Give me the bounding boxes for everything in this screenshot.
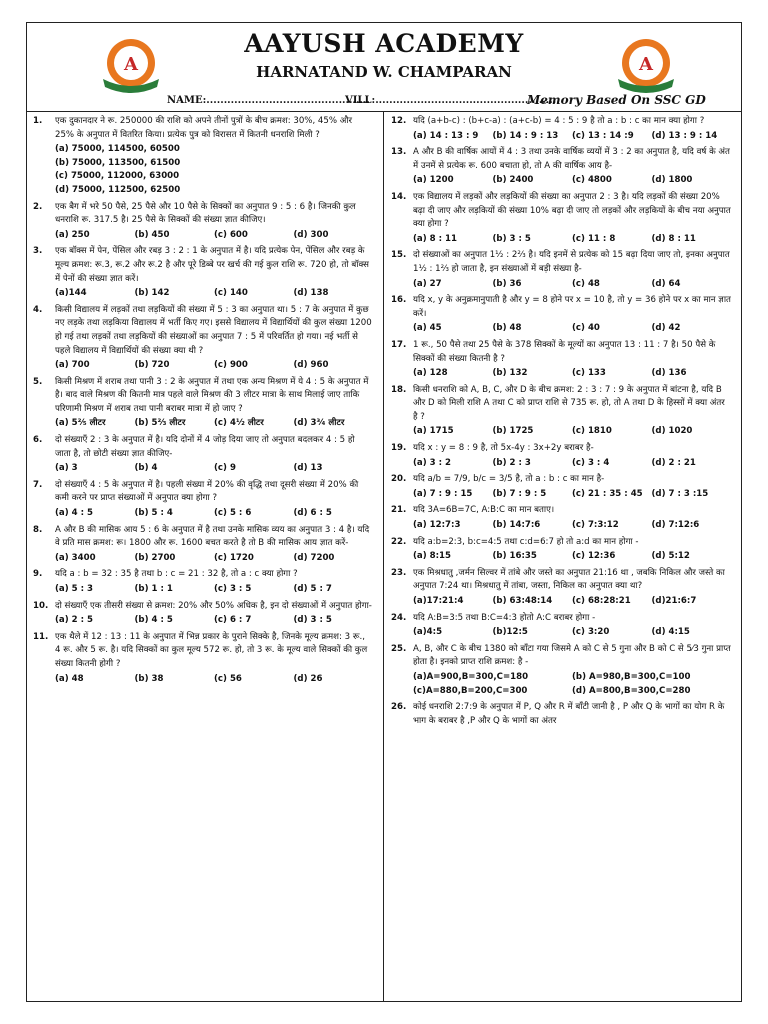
question-text: यदि (a+b-c) : (b+c-a) : (a+c-b) = 4 : 5 : 9 है तो a : b : c का मान क्या होगा ? (413, 116, 705, 126)
answer-option[interactable]: (c) 3 : 5 (214, 584, 252, 594)
answer-option[interactable]: (d) 3³⁄₄ लीटर (293, 418, 345, 429)
question-number: 14. (391, 191, 407, 202)
answer-option[interactable]: (d) 1020 (651, 426, 693, 437)
answer-option[interactable]: (a)A=900,B=300,C=180 (413, 671, 529, 682)
name-field[interactable]: NAME:............................................... (167, 95, 370, 106)
answer-options (33, 583, 373, 597)
question-number: 23. (391, 567, 407, 578)
answer-option[interactable]: (d) 960 (293, 360, 329, 371)
question (33, 600, 373, 614)
question-text: एक विद्यालय में लड़कों और लड़कियों की संख्या का अनुपात 2 : 3 है। यदि लड़कों की संख्या 20% बढ़ा दी जाए और लड़कियों की संख्या 10% बढ़ा दी जाए तो लड़कों और लड़कियों के बीच नया अनुपात क्या होगा ? (413, 191, 731, 230)
question (33, 631, 373, 672)
answer-option[interactable]: (b) 3 : 5 (492, 233, 531, 244)
answer-options (33, 143, 373, 197)
question-text: A, B, और C के बीच 1380 को बाँटा गया जिसमे A को C से 5 गुना और B को C से 5⁄3 गुना प्राप्त होता है। इनको प्राप्त राशि क्रमश: है - (413, 643, 731, 668)
question-text: यदि 3A=6B=7C, A:B:C का मान बताए। (413, 505, 555, 516)
question-text: A और B की मासिक आय 5 : 6 के अनुपात में है तथा उनके मासिक व्यय का अनुपात 3 : 4 है। यदि वे प्रति मास क्रमश: रू। 1800 और रू. 1600 बचत करते है तो B की मासिक आय ज्ञात करें- (55, 524, 370, 549)
answer-option[interactable]: (a) 8 : 11 (413, 233, 458, 244)
answer-option[interactable]: (b) 38 (134, 673, 164, 684)
answer-option[interactable]: (a) 1200 (413, 175, 454, 186)
question-text: किसी मिश्रण में शराब तथा पानी 3 : 2 के अनुपात में तथा एक अन्य मिश्रण में ये 4 : 5 के अनुपात में है। बाद वाले मिश्रण की कितनी मात्र पहले वाले मिश्रण की 3 लीटर मात्रा के साथ मिलाई जाए ताकि परिणामी मिश्रण में शराब तथा पानी बराबर मात्रा में हो जाए ? (55, 376, 369, 414)
answer-option[interactable]: (a) 45 (413, 323, 442, 334)
answer-option[interactable]: (b) 7 : 9 : 5 (492, 488, 547, 499)
answer-option[interactable]: (d) 42 (651, 323, 681, 334)
answer-option[interactable]: (a) 5 : 3 (55, 584, 94, 594)
question-number: 5. (33, 376, 43, 387)
question-number: 10. (33, 600, 49, 611)
answer-option[interactable]: (b) 132 (492, 368, 528, 379)
question (391, 643, 731, 670)
question-text: किसी विद्यालय में लड़कों तथा लड़कियों की संख्या में 5 : 3 का अनुपात था। 5 : 7 के अनुपात में कुछ नए लड़के तथा लड़किया विद्यालय में भर्ती किए गए। इससे विद्यालय में विद्यार्थियों की कुल संख्या 1200 हो गई तथा लड़कों तथा लड़कियों की संख्याओं का अनुपात 7 : 5 में परिवर्तित हो गया। नई भर्ती से पहले विद्यालय में विद्यार्थियों की संख्या क्या थी ? (55, 304, 372, 356)
answer-option[interactable]: (d) 64 (651, 278, 681, 289)
question (33, 115, 373, 142)
question-number: 8. (33, 524, 43, 535)
answer-option[interactable]: (d) 4:15 (651, 627, 690, 638)
question (391, 701, 731, 728)
answer-option[interactable]: (c) 600 (214, 229, 248, 240)
question-number: 11. (33, 631, 49, 642)
answer-options (33, 287, 373, 301)
answer-option[interactable]: (a) 700 (55, 360, 90, 371)
answer-option[interactable]: (b) 63:48:14 (492, 596, 553, 606)
question (391, 115, 731, 129)
question-text: दो संख्याएँ एक तीसरी संख्या से क्रमश: 20% और 50% अधिक है, इन दो संख्याओं में अनुपात होगा- (55, 600, 372, 611)
question-number: 12. (391, 116, 407, 126)
answer-option[interactable]: (b) 450 (134, 229, 170, 240)
question-number: 19. (391, 443, 407, 454)
answer-option[interactable]: (c) 75000, 112000, 63000 (55, 171, 180, 182)
question-text: यदि a/b = 7/9, b/c = 3/5 है, तो a : b : c का मान है- (413, 474, 605, 485)
answer-option[interactable]: (c) 3:20 (572, 627, 610, 638)
question-number: 9. (33, 569, 43, 580)
answer-option[interactable]: (d) 300 (293, 229, 329, 240)
answer-option[interactable]: (d) 136 (651, 368, 687, 379)
answer-option[interactable]: (d) 75000, 112500, 62500 (55, 184, 181, 195)
question (391, 612, 731, 626)
question-number: 25. (391, 643, 407, 654)
answer-options (33, 552, 373, 566)
question-text: दो संख्याएँ 2 : 3 के अनुपात में है। यदि दोनों में 4 जोड़ दिया जाए तो अनुपात बदलकर 4 : 5 हो जाता है, तो छोटी संख्या ज्ञात कीजिए- (55, 435, 355, 459)
question-text: A और B की वार्षिक आयों में 4 : 3 तथा उनके वार्षिक व्ययों में 3 : 2 का अनुपात है, यदि वर्ष के अंत में उनमें से प्रत्येक रू. 600 बचाता हो, तो A की वार्षिक आय है- (413, 147, 730, 171)
answer-options (391, 671, 731, 698)
answer-option[interactable]: (d) 8 : 11 (651, 233, 696, 244)
question-number: 7. (33, 479, 43, 490)
answer-option[interactable]: (b) 2 : 3 (492, 457, 531, 468)
answer-option[interactable]: (b) A=980,B=300,C=100 (572, 671, 691, 682)
answer-options (391, 425, 731, 439)
question-text: यदि a:b=2:3, b:c=4:5 तथा c:d=6:7 हो तो a:d का मान होगा - (413, 536, 639, 547)
answer-option[interactable]: (d)21:6:7 (651, 596, 697, 606)
answer-option[interactable]: (c) 48 (572, 278, 600, 289)
answer-option[interactable]: (b) 14 : 9 : 13 (492, 130, 559, 141)
question (33, 568, 373, 582)
answer-option[interactable]: (a) 3 : 2 (413, 457, 452, 468)
question-text: एक बैग में भरे 50 पैसे, 25 पैसे और 10 पैसे के सिक्कों का अनुपात 9 : 5 : 6 है। जिनकी कुल धनराशि रू. 317.5 है। 25 पैसे के सिक्कों की संख्या ज्ञात कीजिए। (55, 201, 356, 226)
question (391, 442, 731, 456)
question-text: दो संख्याएँ 4 : 5 के अनुपात में है। पहली संख्या में 20% की वृद्धि तथा दूसरी संख्या में 20% की कमी करने पर प्राप्त संख्याओं में अनुपात क्या होगा ? (55, 479, 359, 504)
answer-option[interactable]: (a) 4 : 5 (55, 508, 94, 519)
question-text: एक थैले में 12 : 13 : 11 के अनुपात में भिन्न प्रकार के पुराने सिक्के है, जिनके मूल्य क्रमश: 3 रू., 4 रू. और 5 रू. है। यदि सिक्कों का कुल मूल्य 572 रू. हो, तो 3 रू. के मूल्य वाले सिक्कों की कुल संख्या कितनी होगी ? (55, 631, 368, 669)
answer-option[interactable]: (a) 5²⁄₅ लीटर (55, 418, 106, 429)
answer-option[interactable]: (a) 3400 (55, 552, 96, 563)
answer-option[interactable]: (c) 4800 (572, 175, 612, 186)
answer-options (391, 278, 731, 292)
answer-option[interactable]: (b) 1 : 1 (134, 584, 173, 594)
question (391, 536, 731, 550)
question-text: 1 रू., 50 पैसे तथा 25 पैसे के 378 सिक्कों के मूल्यों का अनुपात 13 : 11 : 7 है। 50 पैसे के सिक्कों की संख्या कितनी है ? (413, 339, 716, 364)
question-text: एक मिश्रधातु ,जर्मन सिल्वर में तांबे और जस्ते का अनुपात 21:16 था , जबकि निकिल और जस्ते का अनुपात 7:24 था। मिश्रधातु में तांबा, जस्ता, निकिल का अनुपात क्या था? (413, 567, 725, 592)
vill-field[interactable]: VILL:..................................................... (345, 95, 560, 106)
question (33, 524, 373, 551)
answer-option[interactable]: (c) 7:3:12 (572, 520, 619, 531)
answer-option[interactable]: (c) 68:28:21 (572, 596, 631, 606)
answer-option[interactable]: (d) 138 (293, 288, 329, 299)
question-text: एक दुकानदार ने रू. 250000 की राशि को अपने तीनों पुत्रों के बीच क्रमश: 30%, 45% और 25% के अनुपात में वितरित किया। प्रत्येक पुत्र को विरासत में कितनी धनराशि मिली ? (55, 116, 353, 140)
question (33, 479, 373, 506)
question (33, 434, 373, 461)
answer-option[interactable]: (d) 2 : 21 (651, 457, 696, 468)
question-text: यदि a : b = 32 : 35 है तथा b : c = 21 : 32 है, तो a : c क्या होगा ? (55, 569, 298, 580)
question (33, 201, 373, 228)
answer-option[interactable]: (a) 3 (55, 463, 78, 474)
answer-option[interactable]: (c) 6 : 7 (214, 615, 252, 626)
question-text: यदि A:B=3:5 तथा B:C=4:3 होतो A:C बराबर होगा - (413, 612, 596, 623)
question-number: 15. (391, 250, 407, 261)
answer-option[interactable]: (a) 7 : 9 : 15 (413, 488, 473, 499)
answer-option[interactable]: (d) 7:12:6 (651, 520, 700, 531)
answer-option[interactable]: (c)A=880,B=200,C=300 (413, 685, 528, 696)
answer-option[interactable]: (c) 900 (214, 360, 248, 371)
answer-options (391, 322, 731, 336)
svg-text:A: A (639, 54, 653, 75)
answer-options (391, 174, 731, 188)
answer-option[interactable]: (b) 2700 (134, 552, 176, 563)
answer-option[interactable]: (b) 36 (492, 278, 522, 289)
answer-option[interactable]: (c) 133 (572, 368, 606, 379)
answer-option[interactable]: (a)4:5 (413, 627, 443, 638)
answer-option[interactable]: (b) 142 (134, 288, 170, 299)
answer-option[interactable]: (b) 720 (134, 360, 170, 371)
answer-option[interactable]: (d) 3 : 5 (293, 615, 332, 626)
question-number: 21. (391, 505, 407, 516)
question-number: 18. (391, 384, 407, 395)
answer-options (33, 462, 373, 476)
question (391, 146, 731, 173)
question (33, 304, 373, 358)
question-number: 17. (391, 339, 407, 350)
academy-title: AAYUSH ACADEMY (244, 29, 524, 58)
answer-option[interactable]: (a)17:21:4 (413, 596, 464, 606)
answer-option[interactable]: (a) 1715 (413, 426, 454, 437)
question-number: 20. (391, 474, 407, 485)
answer-options (33, 417, 373, 431)
question (391, 567, 731, 594)
worksheet (26, 22, 742, 1002)
answer-option[interactable]: (b) 2400 (492, 175, 534, 186)
answer-option[interactable]: (c) 13 : 14 :9 (572, 130, 634, 141)
answer-option[interactable]: (d) 5:12 (651, 551, 690, 562)
answer-options (391, 233, 731, 247)
answer-option[interactable]: (d) 26 (293, 673, 323, 684)
answer-option[interactable]: (a) 27 (413, 278, 442, 289)
answer-option[interactable]: (d) 7 : 3 :15 (651, 488, 709, 499)
answer-option[interactable]: (a) 128 (413, 368, 448, 379)
question (391, 473, 731, 487)
answer-option[interactable]: (c) 11 : 8 (572, 233, 616, 244)
header (27, 23, 741, 115)
answer-option[interactable]: (b)12:5 (492, 627, 528, 638)
answer-options (391, 626, 731, 640)
question (391, 384, 731, 425)
memory-based-label: Memory Based On SSC GD (527, 93, 706, 107)
question-number: 4. (33, 304, 43, 315)
right-column (391, 115, 731, 729)
academy-location: HARNATAND W. CHAMPARAN (256, 63, 512, 81)
answer-option[interactable]: (c) 9 (214, 463, 236, 474)
answer-option[interactable]: (d) 13 : 9 : 14 (651, 130, 718, 141)
answer-options (391, 488, 731, 502)
answer-option[interactable]: (c) 4¹⁄₂ लीटर (214, 418, 264, 429)
question-text: किसी धनराशि को A, B, C, और D के बीच क्रमश: 2 : 3 : 7 : 9 के अनुपात में बांटना है, यदि B और D को मिली राशि A तथा C को प्राप्त राशि से 735 रू. हो, तो A तथा D के हिस्सों में क्या अंतर है ? (413, 384, 725, 422)
answer-option[interactable]: (a) 12:7:3 (413, 520, 461, 531)
answer-option[interactable]: (c) 140 (214, 288, 248, 299)
answer-option[interactable]: (a) 8:15 (413, 551, 452, 562)
question-text: यदि x : y = 8 : 9 है, तो 5x-4y : 3x+2y बराबर है- (413, 443, 594, 454)
answer-options (33, 673, 373, 687)
answer-option[interactable]: (c) 5 : 6 (214, 508, 252, 519)
question-number: 1. (33, 116, 43, 126)
question-number: 24. (391, 612, 407, 623)
question-number: 13. (391, 147, 407, 158)
answer-option[interactable]: (a)144 (55, 288, 87, 299)
answer-option[interactable]: (b) 16:35 (492, 551, 537, 562)
answer-options (33, 229, 373, 243)
question-text: एक बॉक्स में पेन, पेंसिल और रबड़ 3 : 2 : 1 के अनुपात में है। यदि प्रत्येक पेन, पेंसिल और रबड़ के मूल्य क्रमश: रू.3, रू.2 और रू.2 है और पूरे डिब्बे पर खर्च की गई कुल राशि रू. 720 हो, तो बॉक्स में पेनों की संख्या ज्ञात करें। (55, 246, 369, 284)
column-divider (383, 111, 384, 1001)
question (391, 249, 731, 276)
answer-option[interactable]: (b) 5²⁄₃ लीटर (134, 418, 186, 429)
question-number: 6. (33, 435, 43, 446)
answer-options (33, 359, 373, 373)
question-number: 2. (33, 201, 43, 212)
answer-option[interactable]: (b) 4 : 5 (134, 615, 173, 626)
answer-options (391, 550, 731, 564)
question-text: यदि x, y के अनुक्रमानुपाती है और y = 8 होने पर x = 10 है, तो y = 36 होने पर x का मान ज्ञात करें। (413, 295, 731, 319)
question-number: 3. (33, 246, 43, 257)
question-number: 26. (391, 702, 407, 713)
answer-option[interactable]: (a) 48 (55, 673, 84, 684)
answer-options (33, 614, 373, 628)
answer-option[interactable]: (b) 75000, 113500, 61500 (55, 157, 181, 168)
answer-options (391, 595, 731, 609)
answer-option[interactable]: (a) 250 (55, 229, 90, 240)
answer-options (391, 519, 731, 533)
header-divider (27, 111, 741, 112)
answer-option[interactable]: (c) 21 : 35 : 45 (572, 488, 643, 499)
answer-option[interactable]: (d) 6 : 5 (293, 508, 332, 519)
answer-options (391, 130, 731, 144)
question (391, 191, 731, 232)
answer-option[interactable]: (b) 1725 (492, 426, 534, 437)
answer-option[interactable]: (b) 4 (134, 463, 158, 474)
answer-option[interactable]: (c) 1720 (214, 552, 254, 563)
answer-options (391, 457, 731, 471)
answer-options (33, 507, 373, 521)
question-text: कोई धनराशि 2:7:9 के अनुपात में P, Q और R में बाँटी जानी है , P और Q के भागों का योग R के भाग के बराबर है ,P और Q के भागों का अंतर (413, 702, 725, 726)
answer-option[interactable]: (c) 40 (572, 323, 600, 334)
answer-option[interactable]: (d) 5 : 7 (293, 584, 332, 594)
answer-option[interactable]: (c) 1810 (572, 426, 612, 437)
answer-option[interactable]: (d) A=800,B=300,C=280 (572, 685, 691, 696)
question (33, 376, 373, 417)
answer-option[interactable]: (d) 1800 (651, 175, 693, 186)
answer-option[interactable]: (c) 3 : 4 (572, 457, 610, 468)
answer-option[interactable]: (a) 75000, 114500, 60500 (55, 144, 180, 155)
answer-option[interactable]: (d) 7200 (293, 552, 335, 563)
question (391, 504, 731, 518)
question (391, 294, 731, 321)
left-column (33, 115, 373, 689)
answer-options (391, 367, 731, 381)
answer-option[interactable]: (a) 14 : 13 : 9 (413, 130, 479, 141)
answer-option[interactable]: (c) 12:36 (572, 551, 616, 562)
question (33, 245, 373, 286)
question-number: 22. (391, 536, 407, 547)
answer-option[interactable]: (c) 56 (214, 673, 242, 684)
answer-option[interactable]: (b) 5 : 4 (134, 508, 173, 519)
question (391, 339, 731, 366)
question-text: दो संख्याओं का अनुपात 1½ : 2⅔ है। यदि इनमें से प्रत्येक को 15 बढ़ा दिया जाए तो, इनका अनुपात 1½ : 1⅔ हो जाता है, इन संख्याओं में बड़ी संख्या है- (413, 250, 730, 274)
svg-text:A: A (124, 54, 138, 75)
answer-option[interactable]: (d) 13 (293, 463, 323, 474)
answer-option[interactable]: (b) 14:7:6 (492, 520, 541, 531)
answer-option[interactable]: (a) 2 : 5 (55, 615, 94, 626)
answer-option[interactable]: (b) 48 (492, 323, 522, 334)
question-number: 16. (391, 295, 407, 306)
